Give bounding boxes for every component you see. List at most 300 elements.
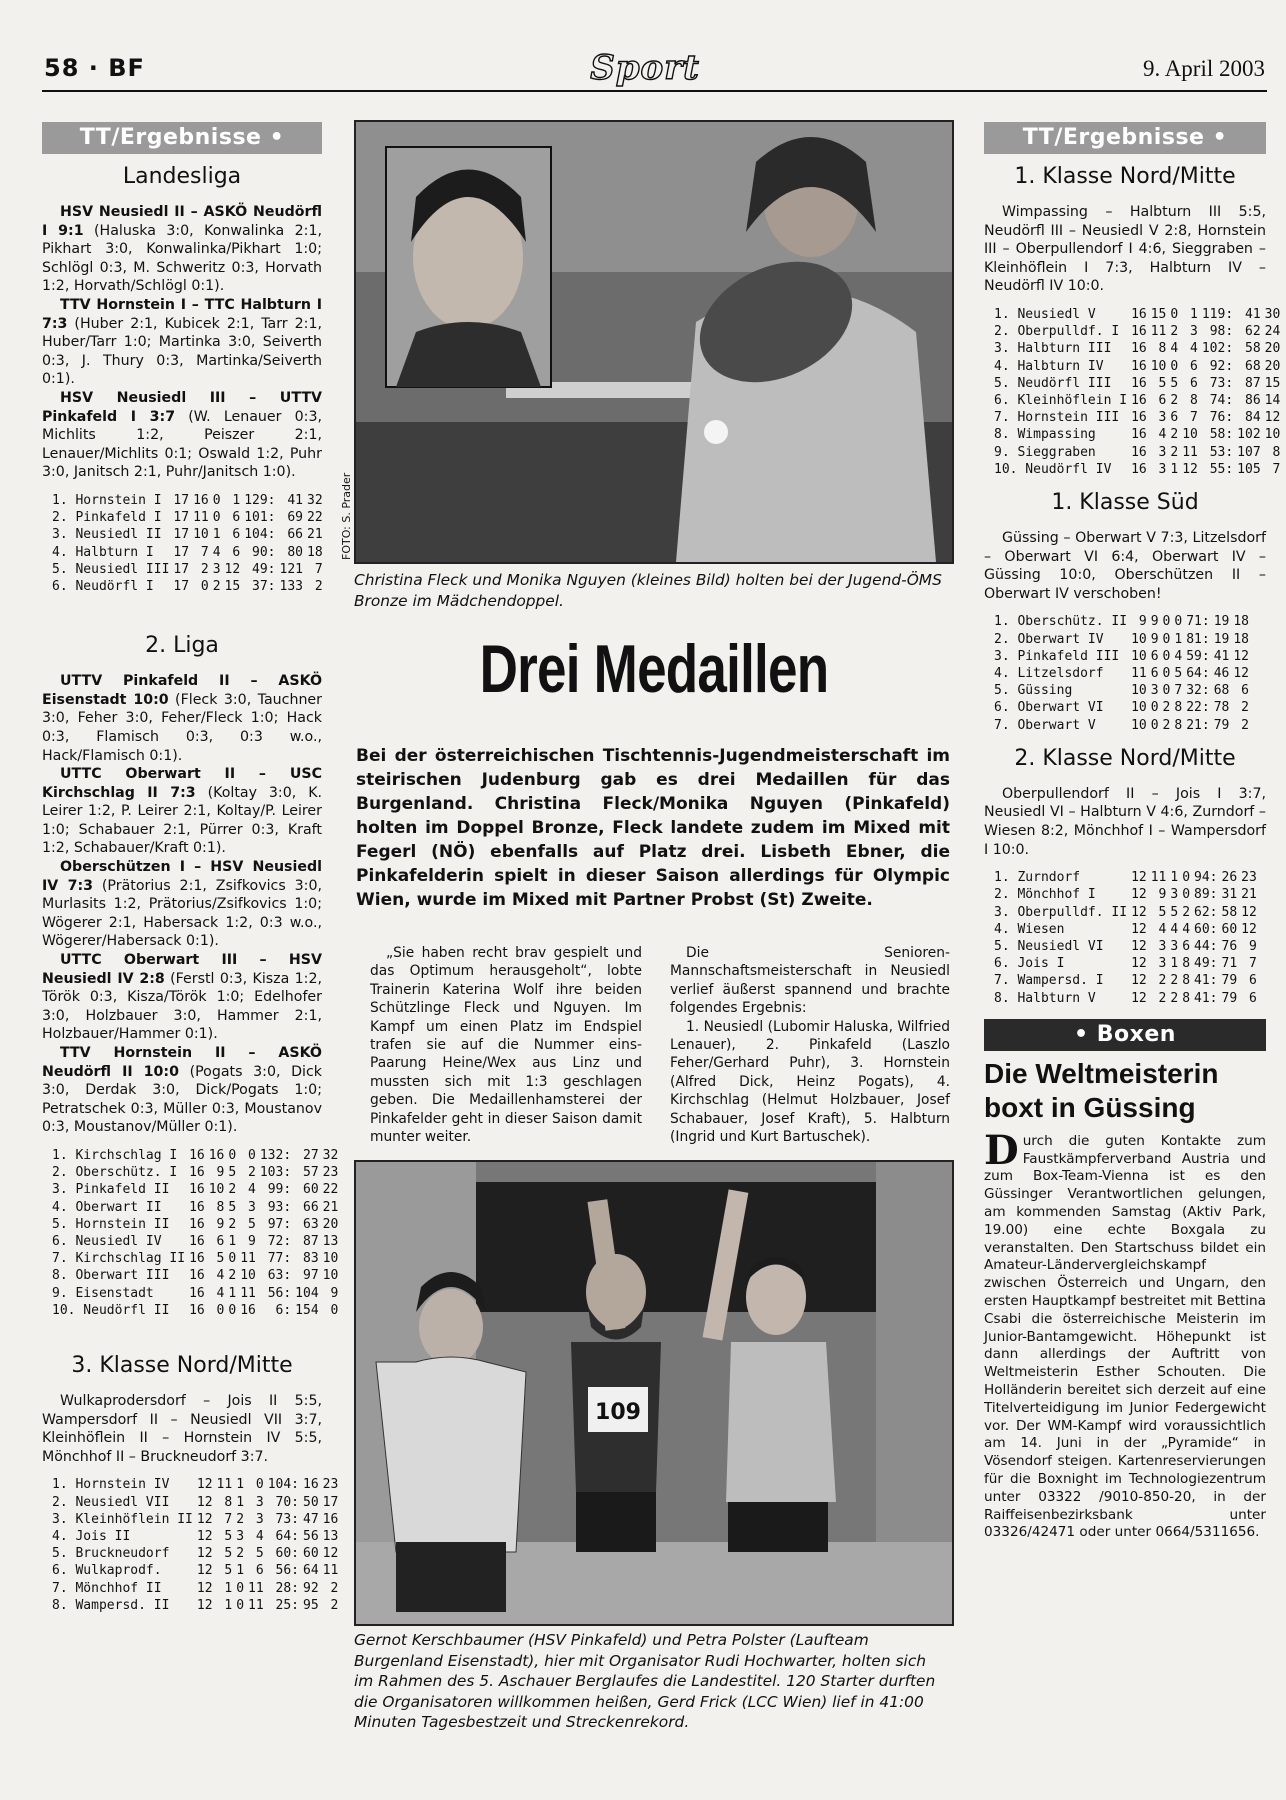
stat-cell: 154: [295, 1302, 319, 1318]
photo-credit: FOTO: S. Prader: [340, 472, 353, 560]
stat-cell: 6: [232, 510, 241, 526]
stat-cell: 1: [236, 1563, 245, 1579]
stat-cell: 81:: [1186, 631, 1210, 647]
landesliga-results: [42, 203, 322, 482]
stat-cell: 1: [228, 1233, 237, 1249]
stat-cell: 11: [240, 1251, 256, 1267]
stat-cell: 10: [1131, 648, 1147, 664]
stat-cell: 27: [303, 1147, 319, 1163]
boxen-dropcap: D: [984, 1126, 1019, 1174]
standings-row: [50, 1562, 340, 1579]
stat-cell: 56:: [275, 1563, 299, 1579]
stat-cell: 83: [303, 1251, 319, 1267]
stat-cell: 1: [1174, 631, 1183, 647]
stat-cell: 0: [1170, 306, 1179, 322]
standings-row: [50, 509, 325, 526]
standings-row: [50, 1181, 340, 1198]
stat-cell: 26: [1221, 870, 1238, 886]
stat-cell: 12: [196, 1597, 213, 1613]
team-cell: 3. Pinkafeld II: [52, 1182, 170, 1198]
standings-row: [992, 938, 1259, 955]
standings-row: [50, 1494, 340, 1511]
stat-cell: 10: [240, 1268, 256, 1284]
runners-photo-graphic: [356, 1162, 952, 1624]
standings-row: [992, 972, 1259, 989]
stat-cell: 6: [1190, 358, 1198, 374]
stat-cell: 1: [1190, 306, 1198, 322]
stat-cell: 16: [189, 1285, 205, 1301]
stat-cell: 8: [1272, 444, 1281, 460]
stat-cell: 9: [216, 1165, 225, 1181]
stat-cell: 17: [173, 510, 190, 526]
k1s-table: [992, 613, 1251, 733]
k1nm-results: [984, 203, 1266, 296]
stat-cell: 55:: [1209, 461, 1234, 477]
k1s-text: Güssing – Oberwart V 7:3, Litzelsdorf – Oberwart VI 6:4, Oberwart IV – Güssing 10:0, Oberschützen II – Oberwart IV verschoben!: [984, 530, 1266, 602]
team-cell: 2. Oberpulldf. I: [994, 324, 1120, 340]
stat-cell: 2: [314, 578, 323, 594]
stat-cell: 2: [228, 1268, 237, 1284]
match-result: Oberschützen I – HSV Neusiedl IV 7:3: [42, 859, 322, 894]
stat-cell: 14: [1264, 392, 1281, 408]
standings-row: [992, 955, 1259, 972]
boxen-bar: • Boxen: [984, 1019, 1266, 1051]
match-result: UTTC Oberwart III – HSV Neusiedl IV 2:8: [42, 952, 322, 987]
team-cell: 5. Bruckneudorf: [52, 1546, 170, 1562]
match-result: UTTV Pinkafeld II – ASKÖ Eisenstadt 10:0: [42, 673, 322, 708]
stat-cell: 41: [287, 492, 303, 508]
team-cell: 8. Halbturn V: [994, 990, 1096, 1006]
stat-cell: 104:: [267, 1477, 299, 1493]
stat-cell: 97:: [267, 1216, 292, 1232]
team-cell: 7. Mönchhof II: [52, 1580, 162, 1596]
stat-cell: 0: [1150, 717, 1159, 733]
stat-cell: 133: [279, 578, 303, 594]
stat-cell: 64: [303, 1563, 319, 1579]
stat-cell: 84: [1245, 410, 1261, 426]
stat-cell: 2: [212, 578, 221, 594]
stat-cell: 2: [1162, 700, 1171, 716]
photo-caption-2: Gernot Kerschbaumer (HSV Pinkafeld) und Petra Polster (Laufteam Burgenland Eisenstadt), hier mit Organisator Rudi Hochwarter, holten sich im Rahmen des 5. Aschauer Berglaufes die Landestitel. 120 Starter durften die Organisatoren willkommen heißen, Gerd Frick (LCC Wien) lief in 41:00 Minuten Tagesbestzeit und Streckenrekord.: [354, 1631, 936, 1731]
results-bar-right: TT/Ergebnisse •: [984, 122, 1266, 154]
stat-cell: 41: [1213, 648, 1230, 664]
standings-row: [992, 340, 1282, 357]
stat-cell: 4: [1170, 921, 1179, 937]
stat-cell: 0: [1162, 665, 1171, 681]
stat-cell: 10: [1131, 717, 1147, 733]
stat-cell: 18: [307, 544, 323, 560]
standings-row: [992, 648, 1251, 665]
stat-cell: 7: [1190, 410, 1198, 426]
standings-row: [992, 444, 1282, 461]
stat-cell: 2: [1158, 973, 1167, 989]
stat-cell: 53:: [1209, 444, 1234, 460]
stat-cell: 74:: [1209, 392, 1234, 408]
stat-cell: 16: [1131, 444, 1147, 460]
stat-cell: 76: [1221, 938, 1238, 954]
standings-row: [992, 306, 1282, 323]
stat-cell: 8: [1174, 717, 1183, 733]
stat-cell: 16: [189, 1216, 205, 1232]
stat-cell: 95: [303, 1597, 319, 1613]
stat-cell: 87: [1245, 375, 1261, 391]
klasse3-results: [42, 1392, 322, 1466]
stat-cell: 56:: [267, 1285, 292, 1301]
stat-cell: 22: [307, 510, 323, 526]
stat-cell: 93:: [267, 1199, 292, 1215]
stat-cell: 2: [1241, 700, 1249, 716]
standings-row: [50, 1267, 340, 1284]
stat-cell: 16: [1131, 324, 1147, 340]
stat-cell: 10: [1264, 427, 1281, 443]
stat-cell: 9: [1138, 614, 1147, 630]
stat-cell: 7: [314, 561, 323, 577]
stat-cell: 7: [200, 544, 209, 560]
k1nm-table: [992, 306, 1282, 478]
stat-cell: 16: [1131, 375, 1147, 391]
stat-cell: 0: [216, 1302, 225, 1318]
stat-cell: 3: [255, 1511, 264, 1527]
stat-cell: 0: [228, 1251, 237, 1267]
result-paragraph: UTTV Pinkafeld II – ASKÖ Eisenstadt 10:0 (Fleck 3:0, Tauchner 3:0, Feher 3:0, Feher/Fleck 1:0; Hack 0:3, Flamisch 0:3, 0:3 w.o., Hack/Flamisch 0:1).: [42, 673, 322, 764]
stat-cell: 69: [287, 510, 303, 526]
right-column: [984, 122, 1281, 1542]
stat-cell: 13: [322, 1233, 339, 1249]
standings-row: [992, 375, 1282, 392]
stat-cell: 2: [330, 1580, 339, 1596]
stat-cell: 1: [228, 1285, 237, 1301]
stat-cell: 5: [255, 1546, 264, 1562]
header-rule: [42, 90, 1267, 92]
boxen-headline: Die Weltmeisterin boxt in Güssing: [984, 1057, 1219, 1123]
klasse3-table: [50, 1476, 340, 1614]
stat-cell: 3: [1158, 956, 1167, 972]
body-left-paragraph: „Sie haben recht brav gespielt und das Optimum herausgeholt“, lobte Trainerin Katerina Wolf ihre beiden Schützlinge Fleck und Nguyen. Im Kampf um einen Platz im Endspiel trafen sie auf die Nummer eins-Paarung Heine/Wex aus Linz und mussten sich mit 1:3 geschlagen geben. Die Medaillenhamsterei der Pinkafelder geht in dieser Saison damit munter weiter.: [370, 945, 642, 1146]
stat-cell: 11: [322, 1563, 339, 1579]
standings-row: [992, 392, 1282, 409]
stat-cell: 16: [1131, 341, 1147, 357]
liga2-table: [50, 1147, 340, 1319]
stat-cell: 6: [255, 1563, 264, 1579]
stat-cell: 62: [1245, 324, 1261, 340]
standings-row: [50, 1164, 340, 1181]
standings-row: [50, 1511, 340, 1528]
stat-cell: 21: [307, 527, 323, 543]
stat-cell: 16: [208, 1147, 225, 1163]
team-cell: 5. Neusiedl III: [52, 561, 170, 577]
standings-row: [992, 461, 1282, 478]
stat-cell: 23: [322, 1165, 339, 1181]
team-cell: 3. Kleinhöflein II: [52, 1511, 193, 1527]
stat-cell: 15: [1150, 306, 1167, 322]
table-tennis-photo: [354, 120, 954, 564]
match-result: TTV Hornstein I – TTC Halbturn I 7:3: [42, 296, 322, 332]
stat-cell: 5: [1158, 904, 1167, 920]
stat-cell: 0: [1182, 870, 1191, 886]
stat-cell: 10: [1131, 631, 1147, 647]
stat-cell: 0: [255, 1477, 264, 1493]
stat-cell: 17: [173, 544, 190, 560]
stat-cell: 21: [322, 1199, 339, 1215]
stat-cell: 4: [1174, 648, 1183, 664]
stat-cell: 99:: [267, 1182, 292, 1198]
stat-cell: 8: [1182, 956, 1191, 972]
stat-cell: 12: [1131, 973, 1147, 989]
stat-cell: 92:: [1209, 358, 1234, 374]
stat-cell: 4: [1170, 341, 1179, 357]
stat-cell: 16: [189, 1165, 205, 1181]
stat-cell: 4: [255, 1528, 264, 1544]
standings-row: [50, 1199, 340, 1216]
stat-cell: 4: [1158, 427, 1167, 443]
stat-cell: 12: [1182, 461, 1198, 477]
klasse3-title: 3. Klasse Nord/Mitte: [71, 1353, 293, 1378]
stat-cell: 121: [279, 561, 303, 577]
stat-cell: 9: [216, 1216, 225, 1232]
stat-cell: 16: [1131, 306, 1147, 322]
team-cell: 1. Hornstein I: [52, 492, 162, 508]
stat-cell: 16: [240, 1302, 256, 1318]
stat-cell: 50: [303, 1494, 319, 1510]
stat-cell: 0: [1162, 614, 1171, 630]
match-result: HSV Neusiedl III – UTTV Pinkafeld I 3:7: [42, 389, 322, 425]
stat-cell: 0: [248, 1147, 256, 1163]
stat-cell: 9: [1150, 614, 1159, 630]
stat-cell: 19: [1213, 614, 1230, 630]
stat-cell: 2: [1170, 444, 1179, 460]
stat-cell: 132:: [259, 1147, 292, 1163]
stat-cell: 11: [1150, 870, 1167, 886]
k2nm-table: [992, 869, 1259, 1007]
stat-cell: 8: [224, 1494, 233, 1510]
team-cell: 6. Kleinhöflein I: [994, 392, 1128, 408]
team-cell: 10. Neudörfl IV: [994, 461, 1112, 477]
team-cell: 2. Pinkafeld I: [52, 510, 162, 526]
stat-cell: 1: [224, 1580, 233, 1596]
stat-cell: 16: [189, 1302, 205, 1318]
liga2-results: [42, 672, 322, 1137]
team-cell: 2. Oberschütz. I: [52, 1165, 178, 1181]
result-paragraph: HSV Neusiedl II – ASKÖ Neudörfl I 9:1 (Haluska 3:0, Konwalinka 2:1, Pikhart 3:0, Konwalinka/Pikhart 1:0; Schlögl 0:3, M. Schweritz 0:3, Horvath 1:2, Horvath/Schlögl 0:1).: [42, 204, 323, 295]
stat-cell: 5: [216, 1251, 225, 1267]
stat-cell: 12: [1233, 665, 1249, 681]
stat-cell: 49:: [1194, 956, 1218, 972]
stat-cell: 58: [1221, 904, 1238, 920]
stat-cell: 6: [216, 1233, 225, 1249]
stat-cell: 7: [224, 1511, 233, 1527]
stat-cell: 46: [1213, 665, 1230, 681]
standings-row: [50, 561, 325, 578]
team-cell: 4. Halbturn I: [52, 544, 154, 560]
stat-cell: 94:: [1194, 870, 1218, 886]
standings-row: [50, 1250, 340, 1267]
photo-caption-1: Christina Fleck und Monika Nguyen (kleines Bild) holten bei der Jugend-ÖMS Bronze im Mädchendoppel.: [354, 571, 942, 610]
stat-cell: 2: [228, 1182, 237, 1198]
team-cell: 5. Neudörfl III: [994, 375, 1112, 391]
table-tennis-photo-graphic: [356, 122, 952, 562]
team-cell: 3. Pinkafeld III: [994, 648, 1120, 664]
stat-cell: 18: [1233, 614, 1249, 630]
team-cell: 6. Jois I: [994, 956, 1065, 972]
stat-cell: 1: [232, 492, 241, 508]
liga2-title: 2. Liga: [145, 633, 219, 659]
stat-cell: 8: [1174, 700, 1183, 716]
stat-cell: 119:: [1201, 306, 1234, 322]
stat-cell: 12: [1131, 887, 1147, 903]
stat-cell: 17: [173, 578, 190, 594]
stat-cell: 3: [1158, 938, 1167, 954]
stat-cell: 80: [287, 544, 303, 560]
stat-cell: 6: [1241, 683, 1249, 699]
stat-cell: 58: [1245, 341, 1261, 357]
team-cell: 5. Güssing: [994, 683, 1073, 699]
k1s-title: 1. Klasse Süd: [1051, 490, 1199, 515]
stat-cell: 2: [1170, 973, 1179, 989]
stat-cell: 12: [1264, 410, 1281, 426]
boxen-article: [984, 1126, 1266, 1542]
standings-row: [50, 1285, 340, 1302]
stat-cell: 11: [1182, 444, 1198, 460]
stat-cell: 0: [1174, 614, 1183, 630]
stat-cell: 0: [236, 1580, 245, 1596]
stat-cell: 0: [228, 1302, 237, 1318]
stat-cell: 3: [1150, 683, 1159, 699]
standings-row: [992, 426, 1282, 443]
stat-cell: 103:: [259, 1165, 292, 1181]
team-cell: 2. Mönchhof I: [994, 887, 1096, 903]
stat-cell: 10: [1182, 427, 1198, 443]
article-lead: Bei der österreichischen Tischtennis-Jugendmeisterschaft im steirischen Judenburg gab es drei Medaillen für das Burgenland. Christina Fleck/Monika Nguyen (Pinkafeld) holten im Doppel Bronze, Fleck landete zudem im Mixed mit Fegerl (NÖ) ebenfalls auf Platz drei. Lisbeth Ebner, die Pinkafelderin spielt in dieser Saison allerdings für Olympic Wien, wurde im Mixed mit Partner Probst (St) Zweite.: [356, 746, 950, 910]
stat-cell: 41:: [1194, 990, 1218, 1006]
stat-cell: 2: [1158, 990, 1167, 1006]
stat-cell: 2: [1170, 324, 1179, 340]
stat-cell: 0: [236, 1597, 245, 1613]
stat-cell: 19: [1213, 631, 1230, 647]
stat-cell: 1: [236, 1477, 245, 1493]
stat-cell: 16: [189, 1147, 205, 1163]
standings-row: [50, 1580, 340, 1597]
stat-cell: 64:: [275, 1528, 299, 1544]
standings-row: [50, 1216, 340, 1233]
stat-cell: 98:: [1209, 324, 1234, 340]
stat-cell: 1: [1170, 461, 1179, 477]
stat-cell: 30: [1264, 306, 1281, 322]
stat-cell: 16: [1131, 392, 1147, 408]
team-cell: 3. Oberpulldf. II: [994, 904, 1128, 920]
stat-cell: 12: [1131, 921, 1147, 937]
stat-cell: 73:: [275, 1511, 299, 1527]
stat-cell: 6: [1249, 990, 1257, 1006]
stat-cell: 2: [1241, 717, 1249, 733]
stat-cell: 10: [193, 527, 209, 543]
stat-cell: 66: [287, 527, 303, 543]
stat-cell: 4: [1182, 921, 1191, 937]
stat-cell: 3: [212, 561, 221, 577]
page-number: 58 · BF: [44, 54, 145, 82]
stat-cell: 101:: [244, 510, 276, 526]
stat-cell: 4: [1158, 921, 1167, 937]
standings-row: [992, 323, 1282, 340]
stat-cell: 0: [330, 1302, 339, 1318]
stat-cell: 78: [1213, 700, 1230, 716]
stat-cell: 0: [1170, 358, 1179, 374]
stat-cell: 2: [236, 1546, 245, 1562]
team-cell: 6. Neudörfl I: [52, 578, 154, 594]
team-cell: 6. Oberwart VI: [994, 700, 1104, 716]
stat-cell: 3: [1170, 887, 1179, 903]
stat-cell: 79: [1213, 717, 1230, 733]
section-title: Sport: [590, 48, 700, 88]
body-right-paragraph-2: 1. Neusiedl (Lubomir Haluska, Wilfried Lenauer), 2. Pinkafeld (Laszlo Feher/Gerhard Puhr), 3. Hornstein (Alfred Dick, Heinz Pogats), 4. Kirchschlag (Helmut Holzbauer, Josef Schabauer, Josef Kraft), 5. Halbturn (Ingrid und Kurt Bartuschek).: [670, 1018, 950, 1146]
stat-cell: 24: [1264, 324, 1281, 340]
stat-cell: 0: [1162, 648, 1171, 664]
standings-row: [50, 1147, 340, 1164]
stat-cell: 6: [1190, 375, 1198, 391]
stat-cell: 58:: [1209, 427, 1234, 443]
k2nm-title: 2. Klasse Nord/Mitte: [1014, 745, 1236, 771]
team-cell: 9. Sieggraben: [994, 444, 1096, 460]
runners-photo: [354, 1160, 954, 1626]
standings-row: [50, 526, 325, 543]
stat-cell: 16: [189, 1251, 205, 1267]
standings-row: [992, 358, 1282, 375]
stat-cell: 68: [1213, 683, 1230, 699]
stat-cell: 22:: [1186, 700, 1210, 716]
stat-cell: 6:: [275, 1302, 292, 1318]
team-cell: 9. Eisenstadt: [52, 1285, 154, 1301]
stat-cell: 104: [295, 1285, 319, 1301]
stat-cell: 11: [216, 1477, 233, 1493]
stat-cell: 17: [173, 527, 190, 543]
stat-cell: 5: [228, 1165, 237, 1181]
stat-cell: 57: [303, 1165, 319, 1181]
stat-cell: 22: [322, 1182, 339, 1198]
team-cell: 7. Oberwart V: [994, 717, 1096, 733]
stat-cell: 16: [193, 492, 209, 508]
stat-cell: 102: [1237, 427, 1261, 443]
headline: Drei Medaillen: [479, 631, 829, 707]
stat-cell: 11: [248, 1597, 264, 1613]
stat-cell: 59:: [1186, 648, 1210, 664]
stat-cell: 13: [322, 1528, 339, 1544]
stat-cell: 1: [224, 1597, 233, 1613]
stat-cell: 2: [1170, 392, 1179, 408]
stat-cell: 107: [1237, 444, 1261, 460]
stat-cell: 8: [216, 1199, 225, 1215]
stat-cell: 16: [322, 1511, 339, 1527]
stat-cell: 60: [303, 1546, 319, 1562]
stat-cell: 15: [1264, 375, 1281, 391]
stat-cell: 3: [1158, 410, 1167, 426]
stat-cell: 90:: [252, 544, 276, 560]
stat-cell: 79: [1221, 973, 1238, 989]
stat-cell: 6: [232, 527, 241, 543]
stat-cell: 49:: [252, 561, 276, 577]
stat-cell: 72:: [267, 1233, 292, 1249]
team-cell: 3. Halbturn III: [994, 341, 1112, 357]
stat-cell: 2: [1182, 904, 1191, 920]
stat-cell: 60:: [275, 1546, 299, 1562]
boxen-text: urch die guten Kontakte zum Faustkämpferverband Austria und zum Box-Team-Vienna ist es den Güssinger Verantwortlichen gelungen, am kommenden Samstag (Aktiv Park, 19.00) eine echte Boxgala zu veranstalten. Den Startschuss bildet ein Amateur-Ländervergleichskampf zwischen Österreich und Ungarn, den ersten Hauptkampf bestreitet mit Bettina Csabi die österreichische Meisterin im Junior-Bantamgewicht. Höhepunkt ist dann allerdings der Auftritt von Weltmeisterin Esther Schouten. Die Holländerin bereitet sich derzeit auf eine Titelverteidigung im Junior Federgewicht vor. Der WM-Kampf wird voraussichtlich am 14. Juni in der „Pyramide“ in Vösendorf steigen. Kartenreservierungen für die Boxnight im Technologiezentrum unter 03322 /9010-850-20, in der Raiffeisenbezirksbank unter 03326/42471 oder unter 0664/5311656.: [984, 1132, 1266, 1541]
stat-cell: 12: [1233, 648, 1249, 664]
stat-cell: 8: [1182, 990, 1191, 1006]
stat-cell: 47: [303, 1511, 319, 1527]
stat-cell: 41:: [1194, 973, 1218, 989]
stat-cell: 1: [1170, 956, 1179, 972]
stat-cell: 102:: [1201, 341, 1234, 357]
stat-cell: 12: [196, 1563, 213, 1579]
standings-row: [992, 869, 1259, 886]
